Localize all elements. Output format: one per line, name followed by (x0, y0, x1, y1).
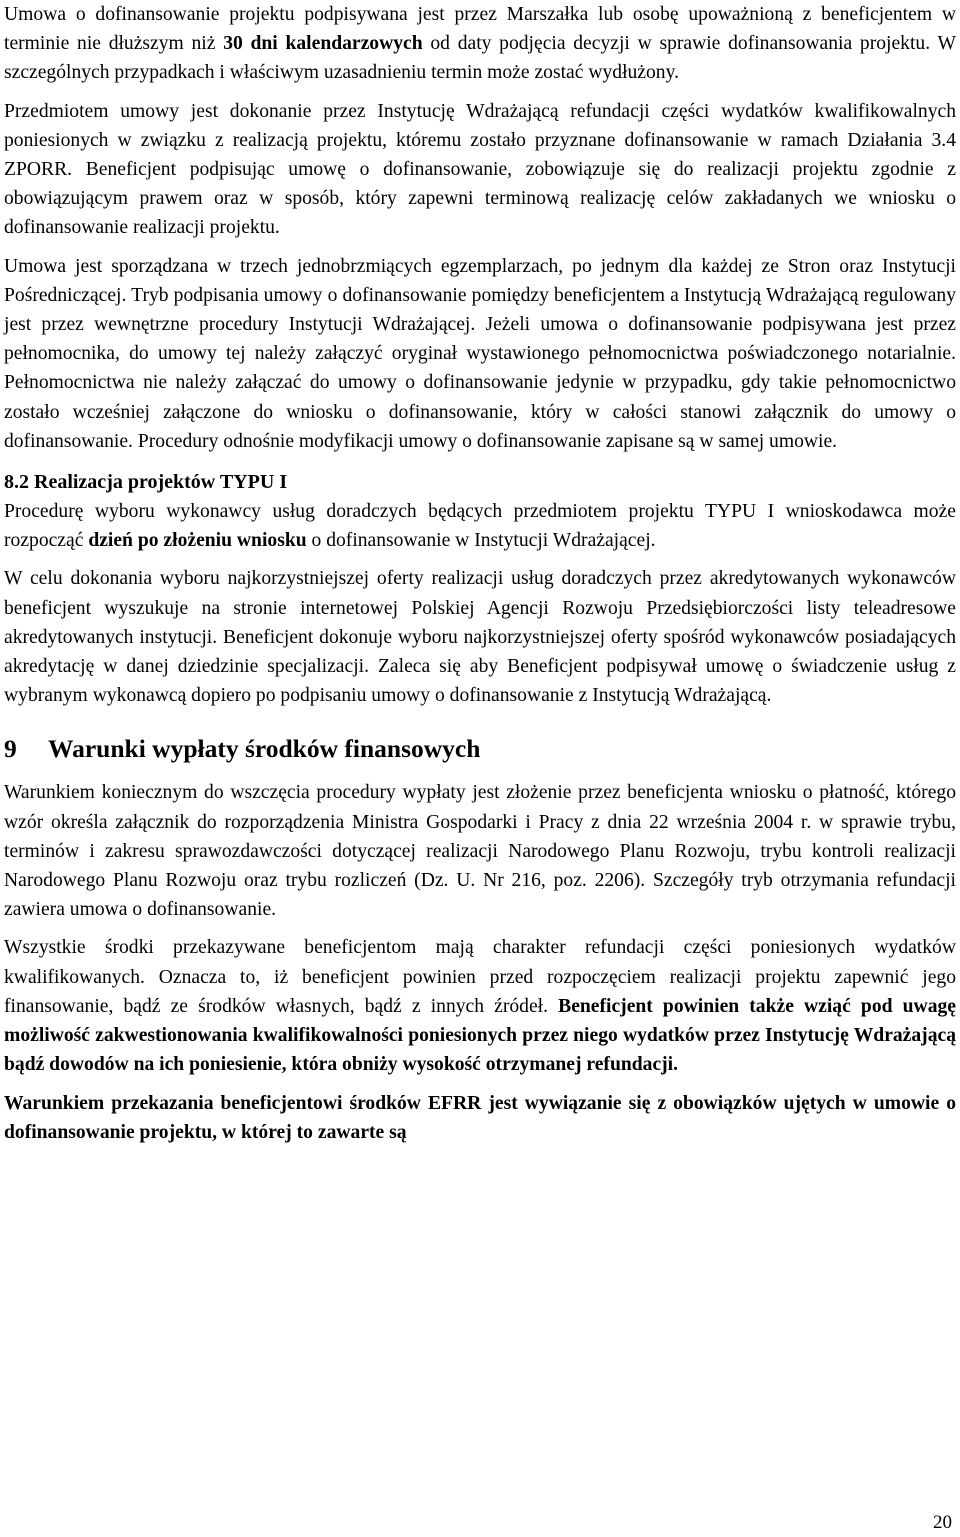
section-number: 9 (4, 734, 17, 764)
paragraph-contractor-selection: Procedurę wyboru wykonawcy usług doradczych będących przedmiotem projektu TYPU I wnioskodawca może rozpocząć dzień po złożeniu wniosku o dofinansowanie w Instytucji Wdrażającej. (4, 501, 956, 552)
document-page (4, 0, 956, 1147)
section-heading-9 (4, 732, 956, 766)
warning-emphasis: Beneficjent powinien także wziąć pod uwagę możliwość zakwestionowania kwalifikowalności poniesionych przez niego wydatków przez Instytucję Wdrażającą bądź dowodów na ich poniesienie, która obniży wysokość otrzymanej refundacji. (4, 995, 956, 1076)
paragraph-contract-signing: Umowa o dofinansowanie projektu podpisywana jest przez Marszałka lub osobę upoważnioną z beneficjentem w terminie nie dłuższym niż 30 dni kalendarzowych od daty podjęcia decyzji w sprawie dofinansowania projektu. W szczególnych przypadkach i właściwym uzasadnieniu termin może zostać wydłużony. (4, 4, 956, 84)
start-emphasis: dzień po złożeniu wniosku (88, 530, 307, 552)
paragraph-contract-subject: Przedmiotem umowy jest dokonanie przez Instytucję Wdrażającą refundacji części wydatków kwalifikowalnych poniesionych w związku z realizacją projektu, któremu zostało przyznane dofinansowanie w ramach Działania 3.4 ZPORR. Beneficjent podpisując umowę o dofinansowanie, zobowiązuje się do realizacji projektu zgodnie z obowiązującym prawem oraz w sposób, który zapewni terminową realizację celów zakładanych we wniosku o dofinansowanie realizacji projektu. (4, 100, 956, 239)
section-heading-8-2 (4, 468, 956, 497)
deadline-emphasis: 30 dni kalendarzowych (223, 33, 423, 55)
paragraph-payment-condition: Warunkiem koniecznym do wszczęcia procedury wypłaty jest złożenie przez beneficjenta wniosku o płatność, którego wzór określa załącznik do rozporządzenia Ministra Gospodarki i Pracy z dnia 22 września 2004 r. w sprawie trybu, terminów i zakresu sprawozdawczości dotyczącej realizacji Narodowego Planu Rozwoju, trybu kontroli realizacji Narodowego Planu Rozwoju oraz trybu rozliczeń (Dz. U. Nr 216, poz. 2206). Szczegóły tryb otrzymania refundacji zawiera umowa o dofinansowanie. (4, 782, 956, 921)
section-number: 8.2 (4, 471, 29, 494)
paragraph-best-offer: W celu dokonania wyboru najkorzystniejszej oferty realizacji usług doradczych przez akredytowanych wykonawców beneficjent wyszukuje na stronie internetowej Polskiej Agencji Rozwoju Przedsiębiorczości listy teleadresowe akredytowanych instytucji. Beneficjent dokonuje wyboru najkorzystniejszej oferty spośród wykonawców posiadających akredytację w danej dziedzinie specjalizacji. Zaleca się aby Beneficjent podpisywał umowę o świadczenie usług z wybranym wykonawcą dopiero po podpisaniu umowy o dofinansowanie z Instytucją Wdrażającą. (4, 568, 956, 707)
paragraph-efrr-condition: Warunkiem przekazania beneficjentowi środków EFRR jest wywiązanie się z obowiązków ujętych w umowie o dofinansowanie projektu, w której to zawarte są (4, 1092, 956, 1143)
paragraph-contract-copies: Umowa jest sporządzana w trzech jednobrzmiących egzemplarzach, po jednym dla każdej ze Stron oraz Instytucji Pośredniczącej. Tryb podpisania umowy o dofinansowanie pomiędzy beneficjentem a Instytucją Wdrażającą regulowany jest przez wewnętrzne procedury Instytucji Wdrażającej. Jeżeli umowa o dofinansowanie podpisywana jest przez pełnomocnika, do umowy tej należy załączyć oryginał wystawionego pełnomocnictwa poświadczonego notarialnie. Pełnomocnictwa nie należy załączać do umowy o dofinansowanie jedynie w przypadku, gdy takie pełnomocnictwo zostało wcześniej załączone do wniosku o dofinansowanie, który w całości stanowi załącznik do umowy o dofinansowanie. Procedury odnośnie modyfikacji umowy o dofinansowanie zapisane są w samej umowie. (4, 255, 956, 452)
section-title: Realizacja projektów TYPU I (34, 471, 288, 494)
section-title: Warunki wypłaty środków finansowych (48, 734, 481, 764)
paragraph-refund-character: Wszystkie środki przekazywane beneficjentom mają charakter refundacji części poniesionych wydatków kwalifikowanych. Oznacza to, iż beneficjent powinien przed rozpoczęciem realizacji projektu zapewnić jego finansowanie, bądź ze środków własnych, bądź z innych źródeł. Beneficjent powinien także wziąć pod uwagę możliwość zakwestionowania kwalifikowalności poniesionych przez niego wydatków przez Instytucję Wdrażającą bądź dowodów na ich poniesienie, która obniży wysokość otrzymanej refundacji. (4, 937, 956, 1076)
page-number: 20 (933, 1512, 952, 1533)
